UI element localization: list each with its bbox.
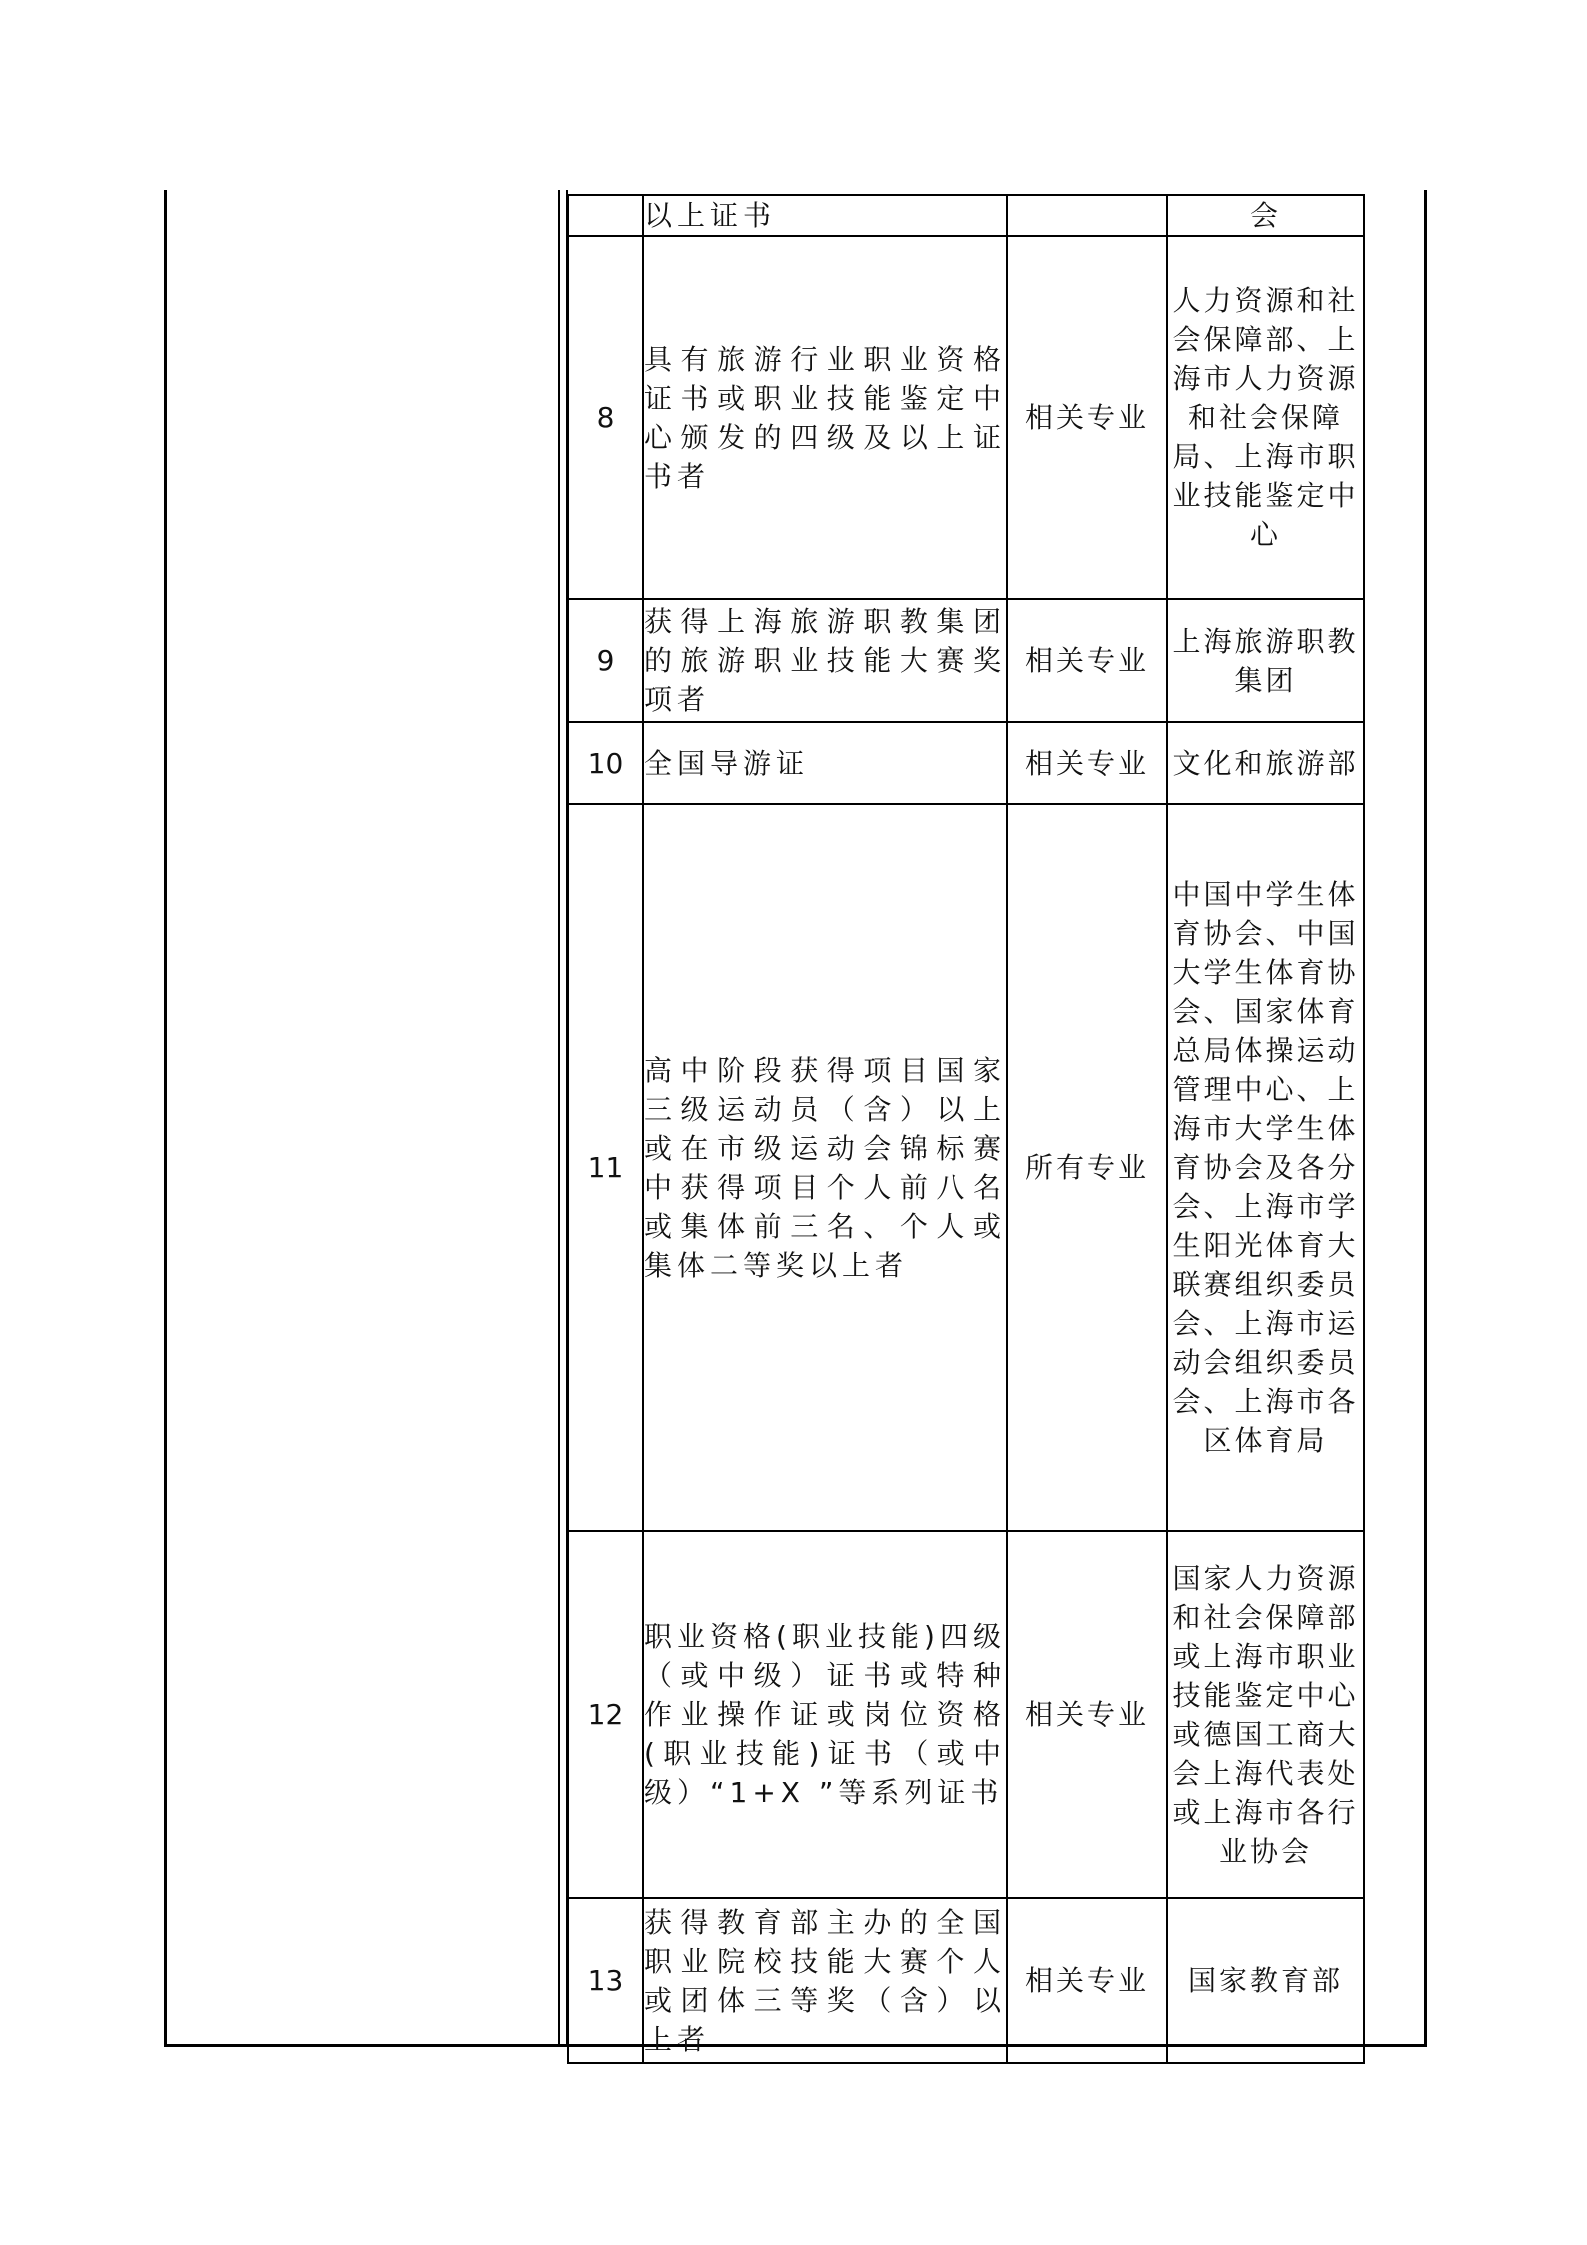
major-cell: 相关专业: [1007, 1531, 1167, 1898]
row-number: 11: [568, 804, 643, 1531]
major-cell: 相关专业: [1007, 236, 1167, 599]
condition-cell: 具有旅游行业职业资格证书或职业技能鉴定中心颁发的四级及以上证书者: [643, 236, 1007, 599]
empty-remarks-column: [1363, 194, 1424, 2044]
certificate-table: [567, 194, 1365, 2064]
row-number: 8: [568, 236, 643, 599]
major-cell: [1007, 195, 1167, 236]
row-number: 13: [568, 1898, 643, 2063]
table-row: [568, 236, 1364, 599]
issuer-cell: 中国中学生体育协会、中国大学生体育协会、国家体育总局体操运动管理中心、上海市大学生体育协会及各分会、上海市学生阳光体育大联赛组织委员会、上海市运动会组织委员会、上海市各区体育局: [1167, 804, 1364, 1531]
table-row: [568, 804, 1364, 1531]
table-row: [568, 722, 1364, 804]
table-outer-right-border: [1424, 190, 1427, 2047]
issuer-cell: 文化和旅游部: [1167, 722, 1364, 804]
table-row: [568, 195, 1364, 236]
condition-cell: 全国导游证: [643, 722, 1007, 804]
table-row: [568, 1531, 1364, 1898]
condition-cell: 以上证书: [643, 195, 1007, 236]
table-double-rule: [558, 190, 560, 2046]
condition-cell: 获得上海旅游职教集团的旅游职业技能大赛奖项者: [643, 599, 1007, 722]
condition-cell: 获得教育部主办的全国职业院校技能大赛个人或团体三等奖（含）以上者: [643, 1898, 1007, 2063]
condition-cell: 高中阶段获得项目国家三级运动员（含）以上或在市级运动会锦标赛中获得项目个人前八名或集体前三名、个人或集体二等奖以上者: [643, 804, 1007, 1531]
major-cell: 所有专业: [1007, 804, 1167, 1531]
row-number: [568, 195, 643, 236]
table-outer-left-border: [164, 190, 167, 2047]
issuer-cell: 人力资源和社会保障部、上海市人力资源和社会保障局、上海市职业技能鉴定中心: [1167, 236, 1364, 599]
major-cell: 相关专业: [1007, 1898, 1167, 2063]
issuer-cell: 国家教育部: [1167, 1898, 1364, 2063]
table-row: [568, 599, 1364, 722]
issuer-cell: 会: [1167, 195, 1364, 236]
condition-cell: 职业资格(职业技能)四级（或中级）证书或特种作业操作证或岗位资格(职业技能)证书（或中级）“1+X ”等系列证书: [643, 1531, 1007, 1898]
issuer-cell: 上海旅游职教集团: [1167, 599, 1364, 722]
row-number: 10: [568, 722, 643, 804]
major-cell: 相关专业: [1007, 722, 1167, 804]
row-number: 12: [568, 1531, 643, 1898]
issuer-cell: 国家人力资源和社会保障部或上海市职业技能鉴定中心或德国工商大会上海代表处或上海市各行业协会: [1167, 1531, 1364, 1898]
table-row: [568, 1898, 1364, 2063]
major-cell: 相关专业: [1007, 599, 1167, 722]
row-number: 9: [568, 599, 643, 722]
